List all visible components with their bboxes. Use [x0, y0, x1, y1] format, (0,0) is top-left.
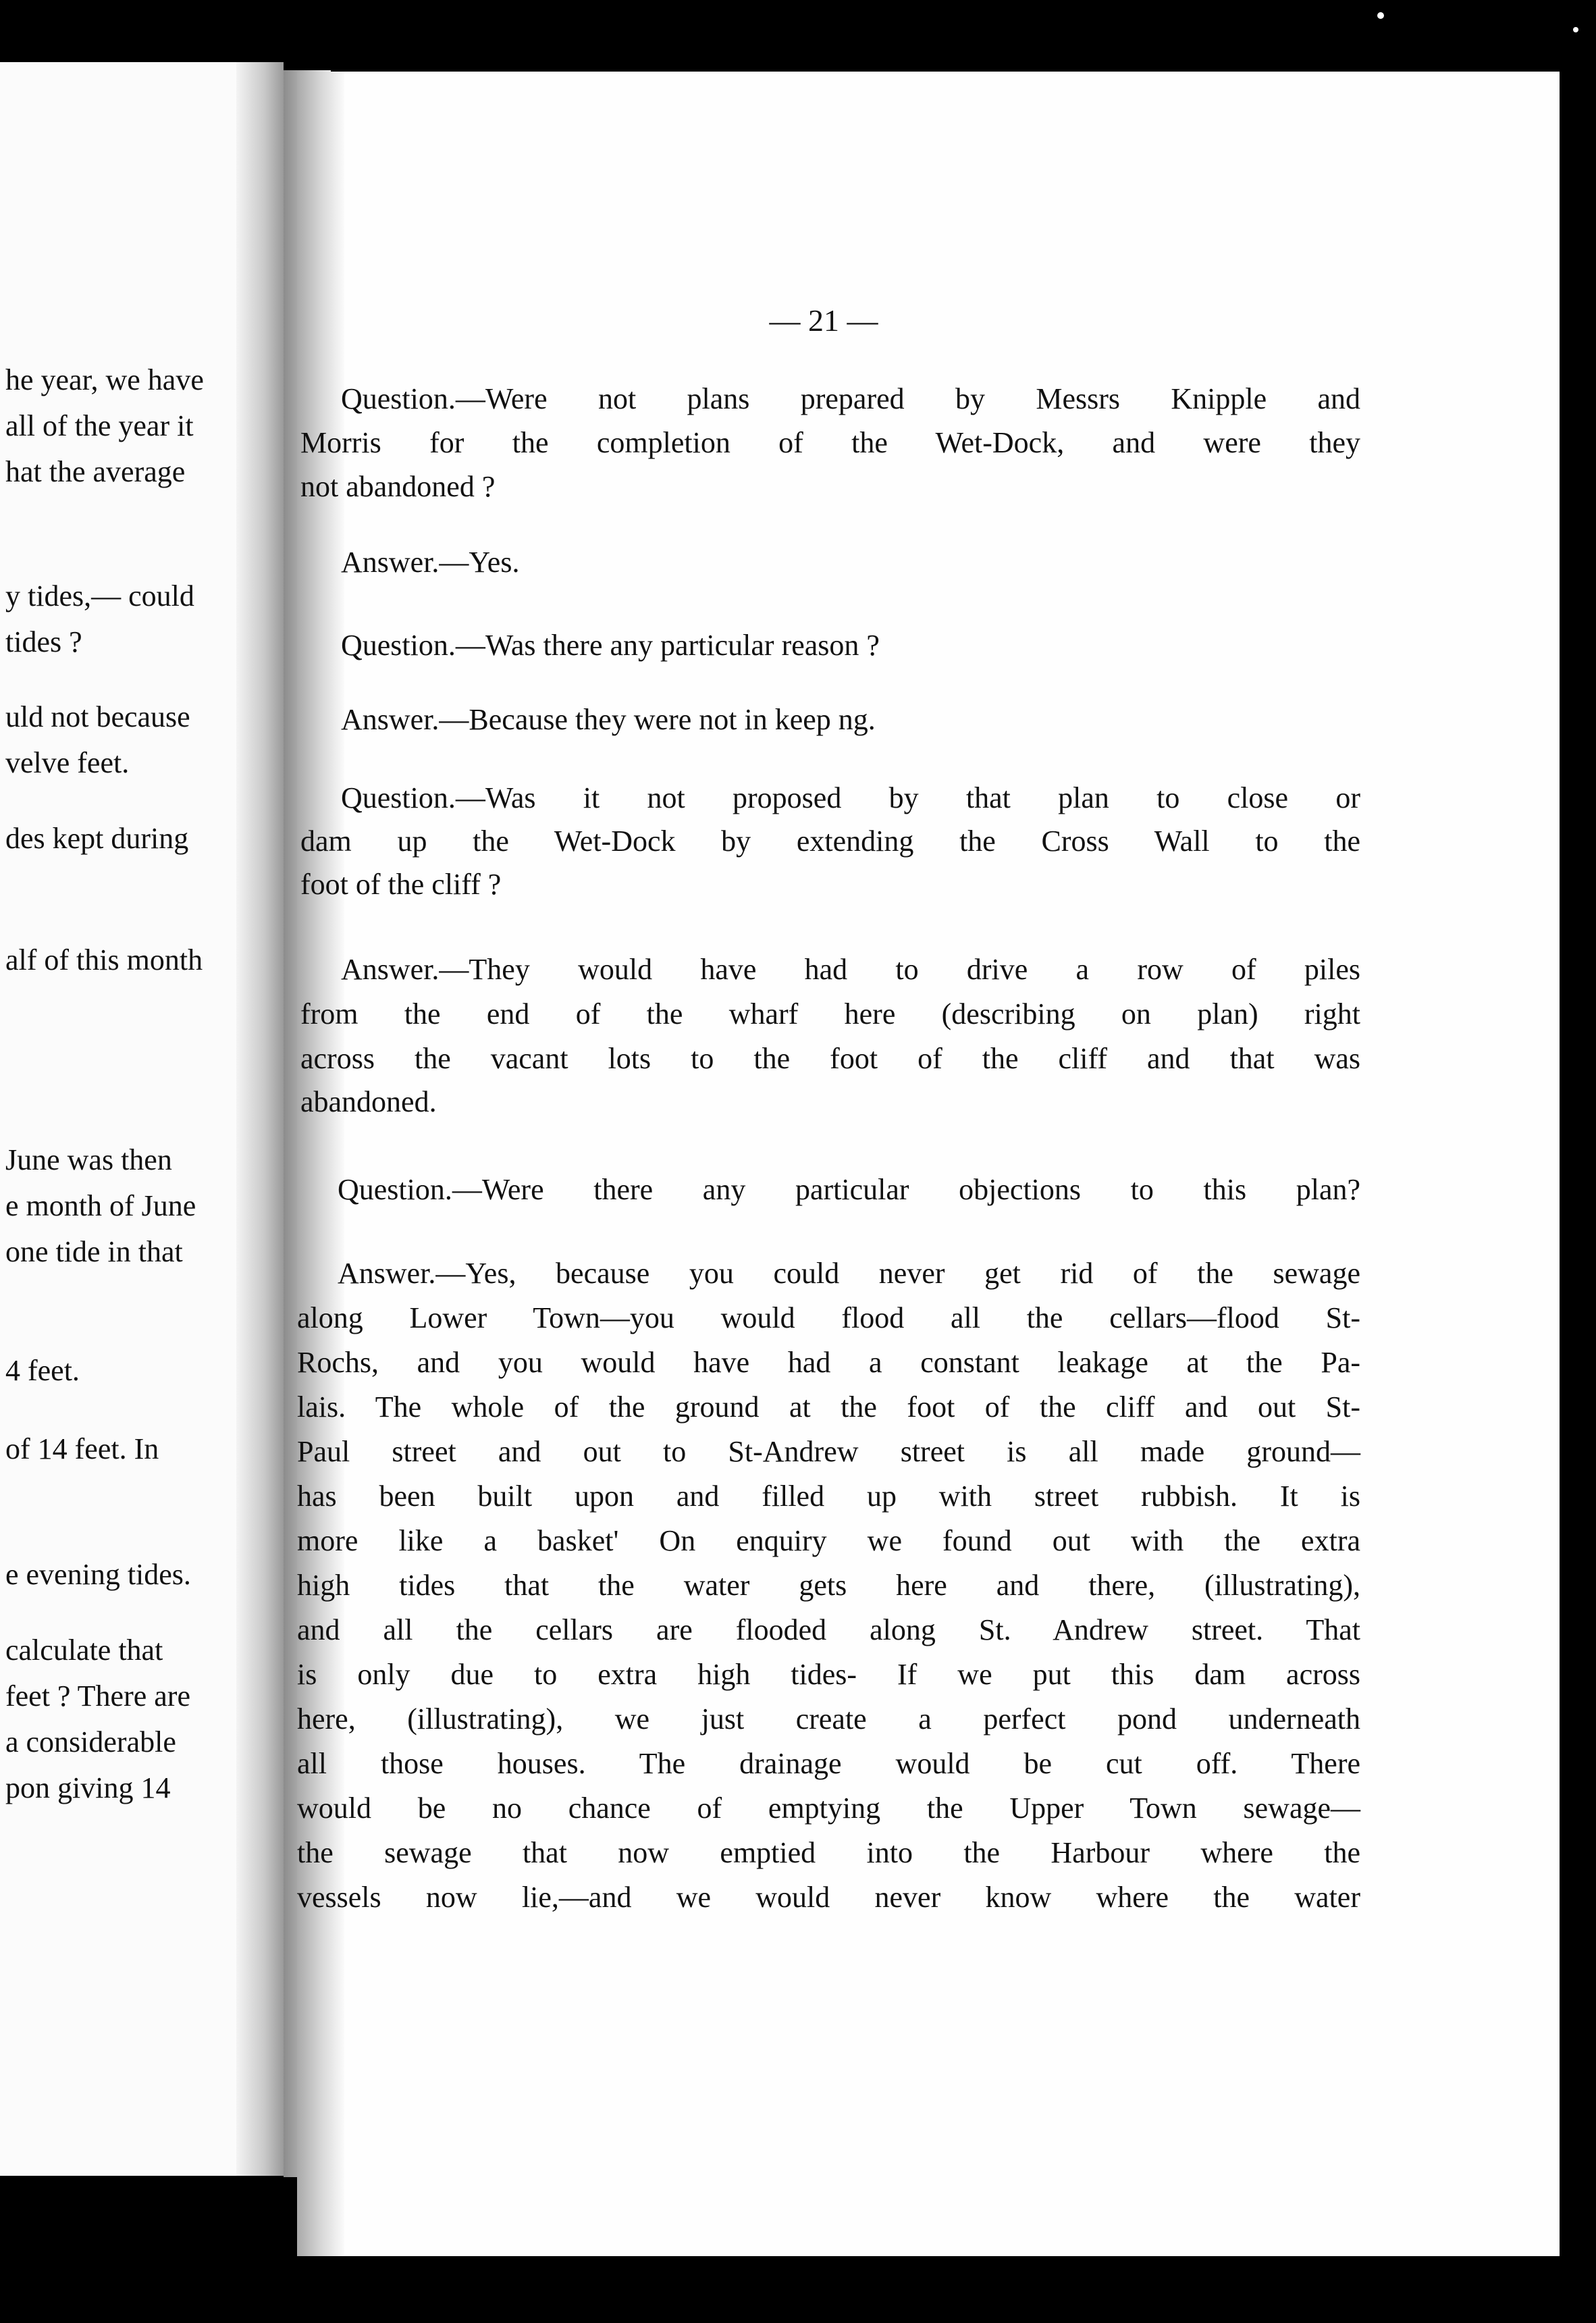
left-page-line: hat the average	[5, 455, 186, 488]
left-page-line: y tides,— could	[5, 579, 194, 612]
answer-line: abandoned.	[300, 1085, 437, 1118]
answer-line: is only due to extra high tides- If we put this dam across	[297, 1658, 1360, 1691]
answer-line: has been built upon and filled up with street rubbish. It is	[297, 1480, 1360, 1513]
page-number: — 21 —	[769, 303, 878, 338]
left-page-line: pon giving 14	[5, 1771, 171, 1804]
question-line: Morris for the completion of the Wet-Dock, and were they	[300, 426, 1360, 459]
question-line: foot of the cliff ?	[300, 868, 502, 901]
left-page-line: tides ?	[5, 625, 82, 658]
left-page-line: feet ? There are	[5, 1679, 190, 1713]
right-page-gutter-shadow	[297, 72, 344, 2256]
answer-line: all those houses. The drainage would be cut off. There	[297, 1747, 1360, 1780]
answer-line: Answer.—Yes.	[341, 546, 520, 579]
left-page-line: e evening tides.	[5, 1558, 191, 1591]
question-line: Question.—Was there any particular reason ?	[341, 629, 880, 662]
answer-line: along Lower Town—you would flood all the cellars—flood St-	[297, 1301, 1360, 1334]
left-page-line: uld not because	[5, 700, 190, 733]
question-line: Question.—Were not plans prepared by Messrs Knipple and	[341, 382, 1360, 415]
answer-line: here, (illustrating), we just create a perfect pond underneath	[297, 1702, 1360, 1735]
scan-speck	[1573, 27, 1578, 32]
answer-line: Answer.—They would have had to drive a row of piles	[341, 953, 1360, 986]
left-page-line: velve feet.	[5, 746, 130, 779]
left-page-line: alf of this month	[5, 943, 203, 976]
answer-line: lais. The whole of the ground at the foot of the cliff and out St-	[297, 1390, 1360, 1424]
scan-speck	[1377, 12, 1384, 19]
left-page-line: calculate that	[5, 1634, 163, 1667]
left-page-line: of 14 feet. In	[5, 1432, 159, 1465]
left-page-line: one tide in that	[5, 1235, 183, 1268]
answer-line: Answer.—Yes, because you could never get rid of the sewage	[338, 1257, 1360, 1290]
answer-line: the sewage that now emptied into the Harbour where the	[297, 1836, 1360, 1869]
answer-line: more like a basket' On enquiry we found out with the extra	[297, 1524, 1360, 1557]
answer-line: would be no chance of emptying the Upper Town sewage—	[297, 1792, 1360, 1825]
left-page-line: 4 feet.	[5, 1354, 80, 1387]
answer-line: Answer.—Because they were not in keep ng.	[341, 703, 876, 736]
question-line: dam up the Wet-Dock by extending the Cross Wall to the	[300, 825, 1360, 858]
answer-line: high tides that the water gets here and there, (illustrating),	[297, 1569, 1360, 1602]
answer-line: from the end of the wharf here (describing on plan) right	[300, 997, 1360, 1030]
answer-line: across the vacant lots to the foot of the cliff and that was	[300, 1042, 1360, 1075]
left-page-line: des kept during	[5, 822, 189, 855]
left-page-line: e month of June	[5, 1189, 196, 1222]
answer-line: and all the cellars are flooded along St. Andrew street. That	[297, 1613, 1360, 1646]
answer-line: vessels now lie,—and we would never know where the water	[297, 1881, 1360, 1914]
question-line: Question.—Was it not proposed by that plan to close or	[341, 781, 1360, 814]
question-line: Question.—Were there any particular objections to this plan?	[338, 1173, 1360, 1206]
left-page-edge-shadow	[236, 62, 284, 2176]
left-page-line: all of the year it	[5, 409, 194, 442]
left-page-line: a considerable	[5, 1725, 176, 1758]
answer-line: Rochs, and you would have had a constant leakage at the Pa-	[297, 1346, 1360, 1379]
left-page-line: he year, we have	[5, 363, 204, 396]
left-page-line: June was then	[5, 1143, 172, 1176]
answer-line: Paul street and out to St-Andrew street is all made ground—	[297, 1435, 1360, 1468]
question-line: not abandoned ?	[300, 470, 496, 503]
